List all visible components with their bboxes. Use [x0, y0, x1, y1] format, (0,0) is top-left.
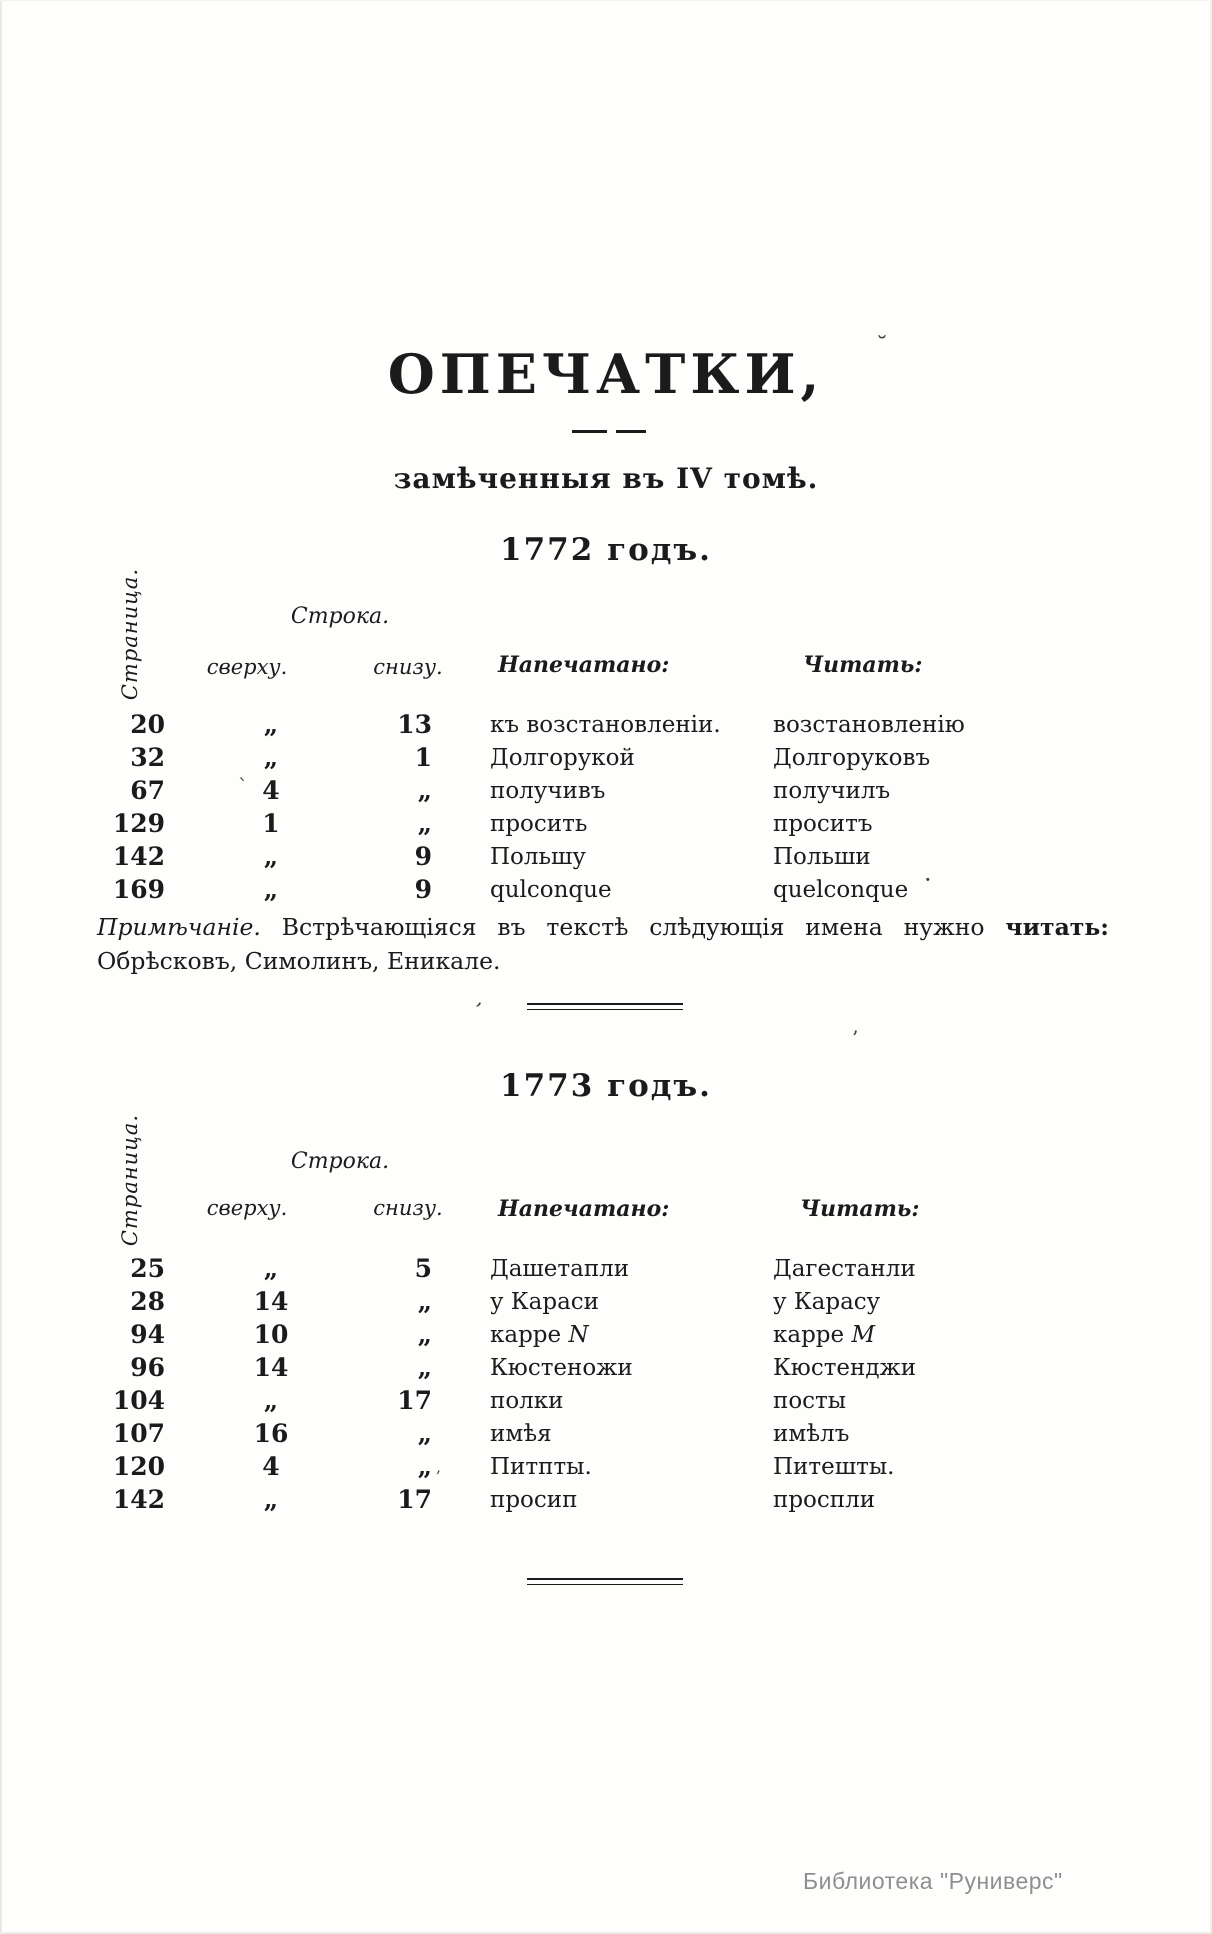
page-number-cell: 25 [130, 1254, 165, 1283]
page-number-cell: 32 [130, 743, 165, 772]
errata-table-1772 [0, 710, 1212, 908]
printed-text-cell: карре N [490, 1322, 589, 1348]
line-from-bottom-cell: „ [417, 1287, 432, 1316]
read-text-cell: quelconque [773, 877, 909, 903]
printed-text-cell: qulconque [490, 877, 612, 903]
read-text-cell: имѣлъ [773, 1421, 850, 1447]
printed-text-cell: просип [490, 1487, 578, 1513]
note-body: Встрѣчающіяся въ текстѣ слѣдующія имена нужно [281, 913, 985, 941]
read-text-cell: Дагестанли [773, 1256, 916, 1282]
page-number-cell: 104 [112, 1386, 165, 1415]
line-from-top-cell: „ [263, 1485, 279, 1514]
column-header-read: Читать: [803, 652, 923, 678]
read-text-cell: возстановленію [773, 712, 965, 738]
errata-row [0, 710, 1212, 743]
line-from-bottom-cell: 9 [414, 875, 432, 904]
line-from-top-cell: „ [263, 1386, 279, 1415]
scan-artifact: ‚ [474, 985, 488, 1011]
read-text-cell: посты [773, 1388, 847, 1414]
note-names-line: Обрѣсковъ, Симолинъ, Еникале. [97, 947, 501, 975]
line-from-bottom-cell: „ [417, 1452, 432, 1481]
rule-dash [616, 430, 646, 433]
scan-artifact: ‚ [436, 1458, 441, 1476]
read-text-cell: Кюстенджи [773, 1355, 917, 1381]
printed-text-cell: просить [490, 811, 588, 837]
line-from-top-cell: 1 [262, 809, 280, 838]
line-from-bottom-cell: 1 [414, 743, 432, 772]
read-text-cell: Долгоруковъ [773, 745, 931, 771]
errata-row [0, 743, 1212, 776]
printed-text-cell: Питпты. [490, 1454, 592, 1480]
line-from-bottom-cell: „ [417, 1419, 432, 1448]
printed-text-cell: имѣя [490, 1421, 552, 1447]
column-header-from-bottom: снизу. [373, 1196, 443, 1220]
line-from-top-cell: „ [263, 710, 279, 739]
scan-edge-top [0, 0, 1212, 1]
note-read-word: читать: [1005, 913, 1109, 941]
errata-table-1773 [0, 1254, 1212, 1518]
errata-row [0, 1452, 1212, 1485]
errata-row [0, 1254, 1212, 1287]
errata-row [0, 875, 1212, 908]
read-text-cell: Польши [773, 844, 871, 870]
column-header-read: Читать: [800, 1196, 920, 1222]
note-lead: Примѣчаніе. [97, 913, 261, 941]
line-from-top-cell: „ [263, 875, 279, 904]
line-from-top-cell: 16 [253, 1419, 289, 1448]
line-from-bottom-cell: 13 [397, 710, 432, 739]
library-watermark: Библиотека "Руниверс" [803, 1868, 1063, 1894]
errata-row [0, 1287, 1212, 1320]
line-from-top-cell: 14 [253, 1353, 289, 1382]
line-from-top-cell: 4 [262, 776, 280, 805]
page-number-cell: 67 [130, 776, 165, 805]
line-from-bottom-cell: 9 [414, 842, 432, 871]
section-divider [527, 1578, 683, 1585]
scan-edge-left [0, 0, 2, 1934]
errata-row [0, 1386, 1212, 1419]
column-header-from-top: сверху. [206, 655, 288, 679]
line-from-bottom-cell: „ [417, 1320, 432, 1349]
column-header-line: Строка. [290, 1149, 390, 1174]
column-header-printed: Напечатано: [498, 1196, 670, 1222]
printed-text-cell: полки [490, 1388, 564, 1414]
read-text-cell: проспли [773, 1487, 876, 1513]
line-from-top-cell: „ [263, 842, 279, 871]
read-text-cell: получилъ [773, 778, 891, 804]
column-header-page-vertical: Страница. [118, 1113, 142, 1247]
read-text-cell: у Карасу [773, 1289, 881, 1315]
errata-row [0, 809, 1212, 842]
page-number-cell: 142 [112, 842, 165, 871]
line-from-bottom-cell: 17 [397, 1386, 432, 1415]
line-from-bottom-cell: 5 [414, 1254, 432, 1283]
page-title: ОПЕЧАТКИ, [387, 342, 825, 406]
page-number-cell: 120 [112, 1452, 165, 1481]
errata-row [0, 1353, 1212, 1386]
line-from-bottom-cell: „ [417, 776, 432, 805]
line-from-top-cell: „ [263, 743, 279, 772]
errata-row [0, 1485, 1212, 1518]
page-number-cell: 96 [130, 1353, 165, 1382]
page-number-cell: 169 [112, 875, 165, 904]
printed-text-cell: получивъ [490, 778, 606, 804]
printed-text-cell: Долгорукой [490, 745, 635, 771]
read-text-cell: карре M [773, 1322, 876, 1348]
errata-row [0, 842, 1212, 875]
line-from-bottom-cell: „ [417, 1353, 432, 1382]
line-from-top-cell: 10 [253, 1320, 289, 1349]
page-number-cell: 20 [130, 710, 165, 739]
line-from-top-cell: „ [263, 1254, 279, 1283]
note-paragraph [97, 912, 1109, 942]
line-from-top-cell: 14 [253, 1287, 289, 1316]
scan-artifact: ` [238, 774, 248, 798]
scan-artifact: ’ [852, 1026, 859, 1050]
read-text-cell: Питешты. [773, 1454, 895, 1480]
line-from-bottom-cell: 17 [397, 1485, 432, 1514]
year-heading-1772: 1772 годъ. [500, 532, 712, 568]
page-subtitle: замѣченныя въ IV томѣ. [393, 462, 819, 495]
scan-artifact: ˘ [876, 332, 888, 360]
errata-row [0, 1320, 1212, 1353]
page-number-cell: 94 [130, 1320, 165, 1349]
read-text-cell: проситъ [773, 811, 873, 837]
column-header-line: Строка. [290, 604, 390, 629]
line-from-top-cell: 4 [262, 1452, 280, 1481]
column-header-page-vertical: Страница. [118, 567, 142, 701]
title-rule [572, 430, 646, 433]
errata-row [0, 1419, 1212, 1452]
year-heading-1773: 1773 годъ. [500, 1068, 712, 1104]
scan-artifact: · [924, 866, 932, 894]
column-header-from-top: сверху. [206, 1196, 288, 1220]
page-number-cell: 107 [112, 1419, 165, 1448]
column-header-from-bottom: снизу. [373, 655, 443, 679]
printed-text-cell: Дашетапли [490, 1256, 630, 1282]
column-header-printed: Напечатано: [498, 652, 670, 678]
line-from-bottom-cell: „ [417, 809, 432, 838]
errata-row [0, 776, 1212, 809]
page-number-cell: 142 [112, 1485, 165, 1514]
section-divider [527, 1003, 683, 1010]
page-number-cell: 28 [130, 1287, 165, 1316]
rule-dash [572, 430, 607, 433]
printed-text-cell: у Караси [490, 1289, 600, 1315]
printed-text-cell: Польшу [490, 844, 586, 870]
page-number-cell: 129 [112, 809, 165, 838]
printed-text-cell: къ возстановленіи. [490, 712, 721, 738]
printed-text-cell: Кюстеножи [490, 1355, 633, 1381]
